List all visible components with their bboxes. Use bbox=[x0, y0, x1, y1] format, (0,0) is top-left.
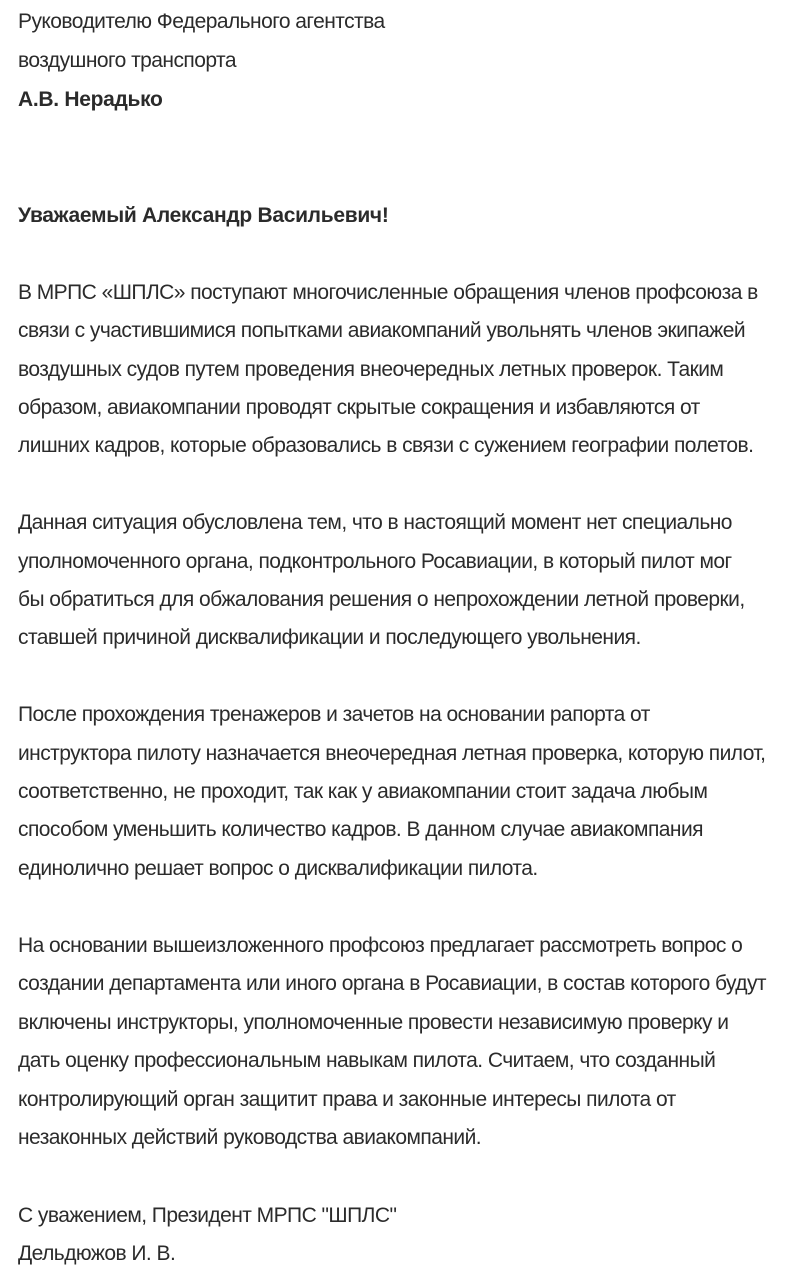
paragraph-line: лишних кадров, которые образовались в связи с сужением географии полетов. bbox=[18, 434, 754, 457]
paragraph-line: инструктора пилоту назначается внеочередная летная проверка, которую пилот, bbox=[18, 742, 766, 765]
paragraph-line: контролирующий орган защитит права и законные интересы пилота от bbox=[18, 1088, 676, 1111]
paragraph-line: После прохождения тренажеров и зачетов на основании рапорта от bbox=[18, 703, 650, 726]
recipient-name: А.В. Нерадько bbox=[18, 88, 163, 111]
paragraph-line: дать оценку профессиональным навыкам пилота. Считаем, что созданный bbox=[18, 1049, 716, 1072]
signature-name: Дельдюжов И. В. bbox=[18, 1242, 176, 1265]
paragraph-line: воздушных судов путем проведения внеочередных летных проверок. Таким bbox=[18, 358, 724, 381]
signature-line-1: С уважением, Президент МРПС "ШПЛС" bbox=[18, 1204, 397, 1227]
paragraph-line: Данная ситуация обусловлена тем, что в настоящий момент нет специально bbox=[18, 511, 732, 534]
salutation: Уважаемый Александр Васильевич! bbox=[18, 204, 389, 227]
paragraph-line: единолично решает вопрос о дисквалификации пилота. bbox=[18, 857, 538, 880]
paragraph-line: создании департамента или иного органа в Росавиации, в состав которого будут bbox=[18, 972, 766, 995]
recipient-line-1: Руководителю Федерального агентства bbox=[18, 10, 385, 33]
paragraph-line: ставшей причиной дисквалификации и последующего увольнения. bbox=[18, 626, 641, 649]
recipient-line-2: воздушного транспорта bbox=[18, 49, 236, 72]
paragraph-line: способом уменьшить количество кадров. В данном случае авиакомпания bbox=[18, 818, 703, 841]
paragraph-line: включены инструкторы, уполномоченные провести независимую проверку и bbox=[18, 1011, 729, 1034]
paragraph-line: незаконных действий руководства авиакомпаний. bbox=[18, 1126, 482, 1149]
paragraph-line: бы обратиться для обжалования решения о непрохождении летной проверки, bbox=[18, 588, 745, 611]
paragraph-line: связи с участившимися попытками авиакомпаний увольнять членов экипажей bbox=[18, 319, 746, 342]
paragraph-line: уполномоченного органа, подконтрольного Росавиации, в который пилот мог bbox=[18, 550, 732, 573]
paragraph-line: соответственно, не проходит, так как у авиакомпании стоит задача любым bbox=[18, 780, 708, 803]
paragraph-line: В МРПС «ШПЛС» поступают многочисленные обращения членов профсоюза в bbox=[18, 281, 758, 304]
paragraph-line: образом, авиакомпании проводят скрытые сокращения и избавляются от bbox=[18, 396, 700, 419]
paragraph-line: На основании вышеизложенного профсоюз предлагает рассмотреть вопрос о bbox=[18, 934, 743, 957]
